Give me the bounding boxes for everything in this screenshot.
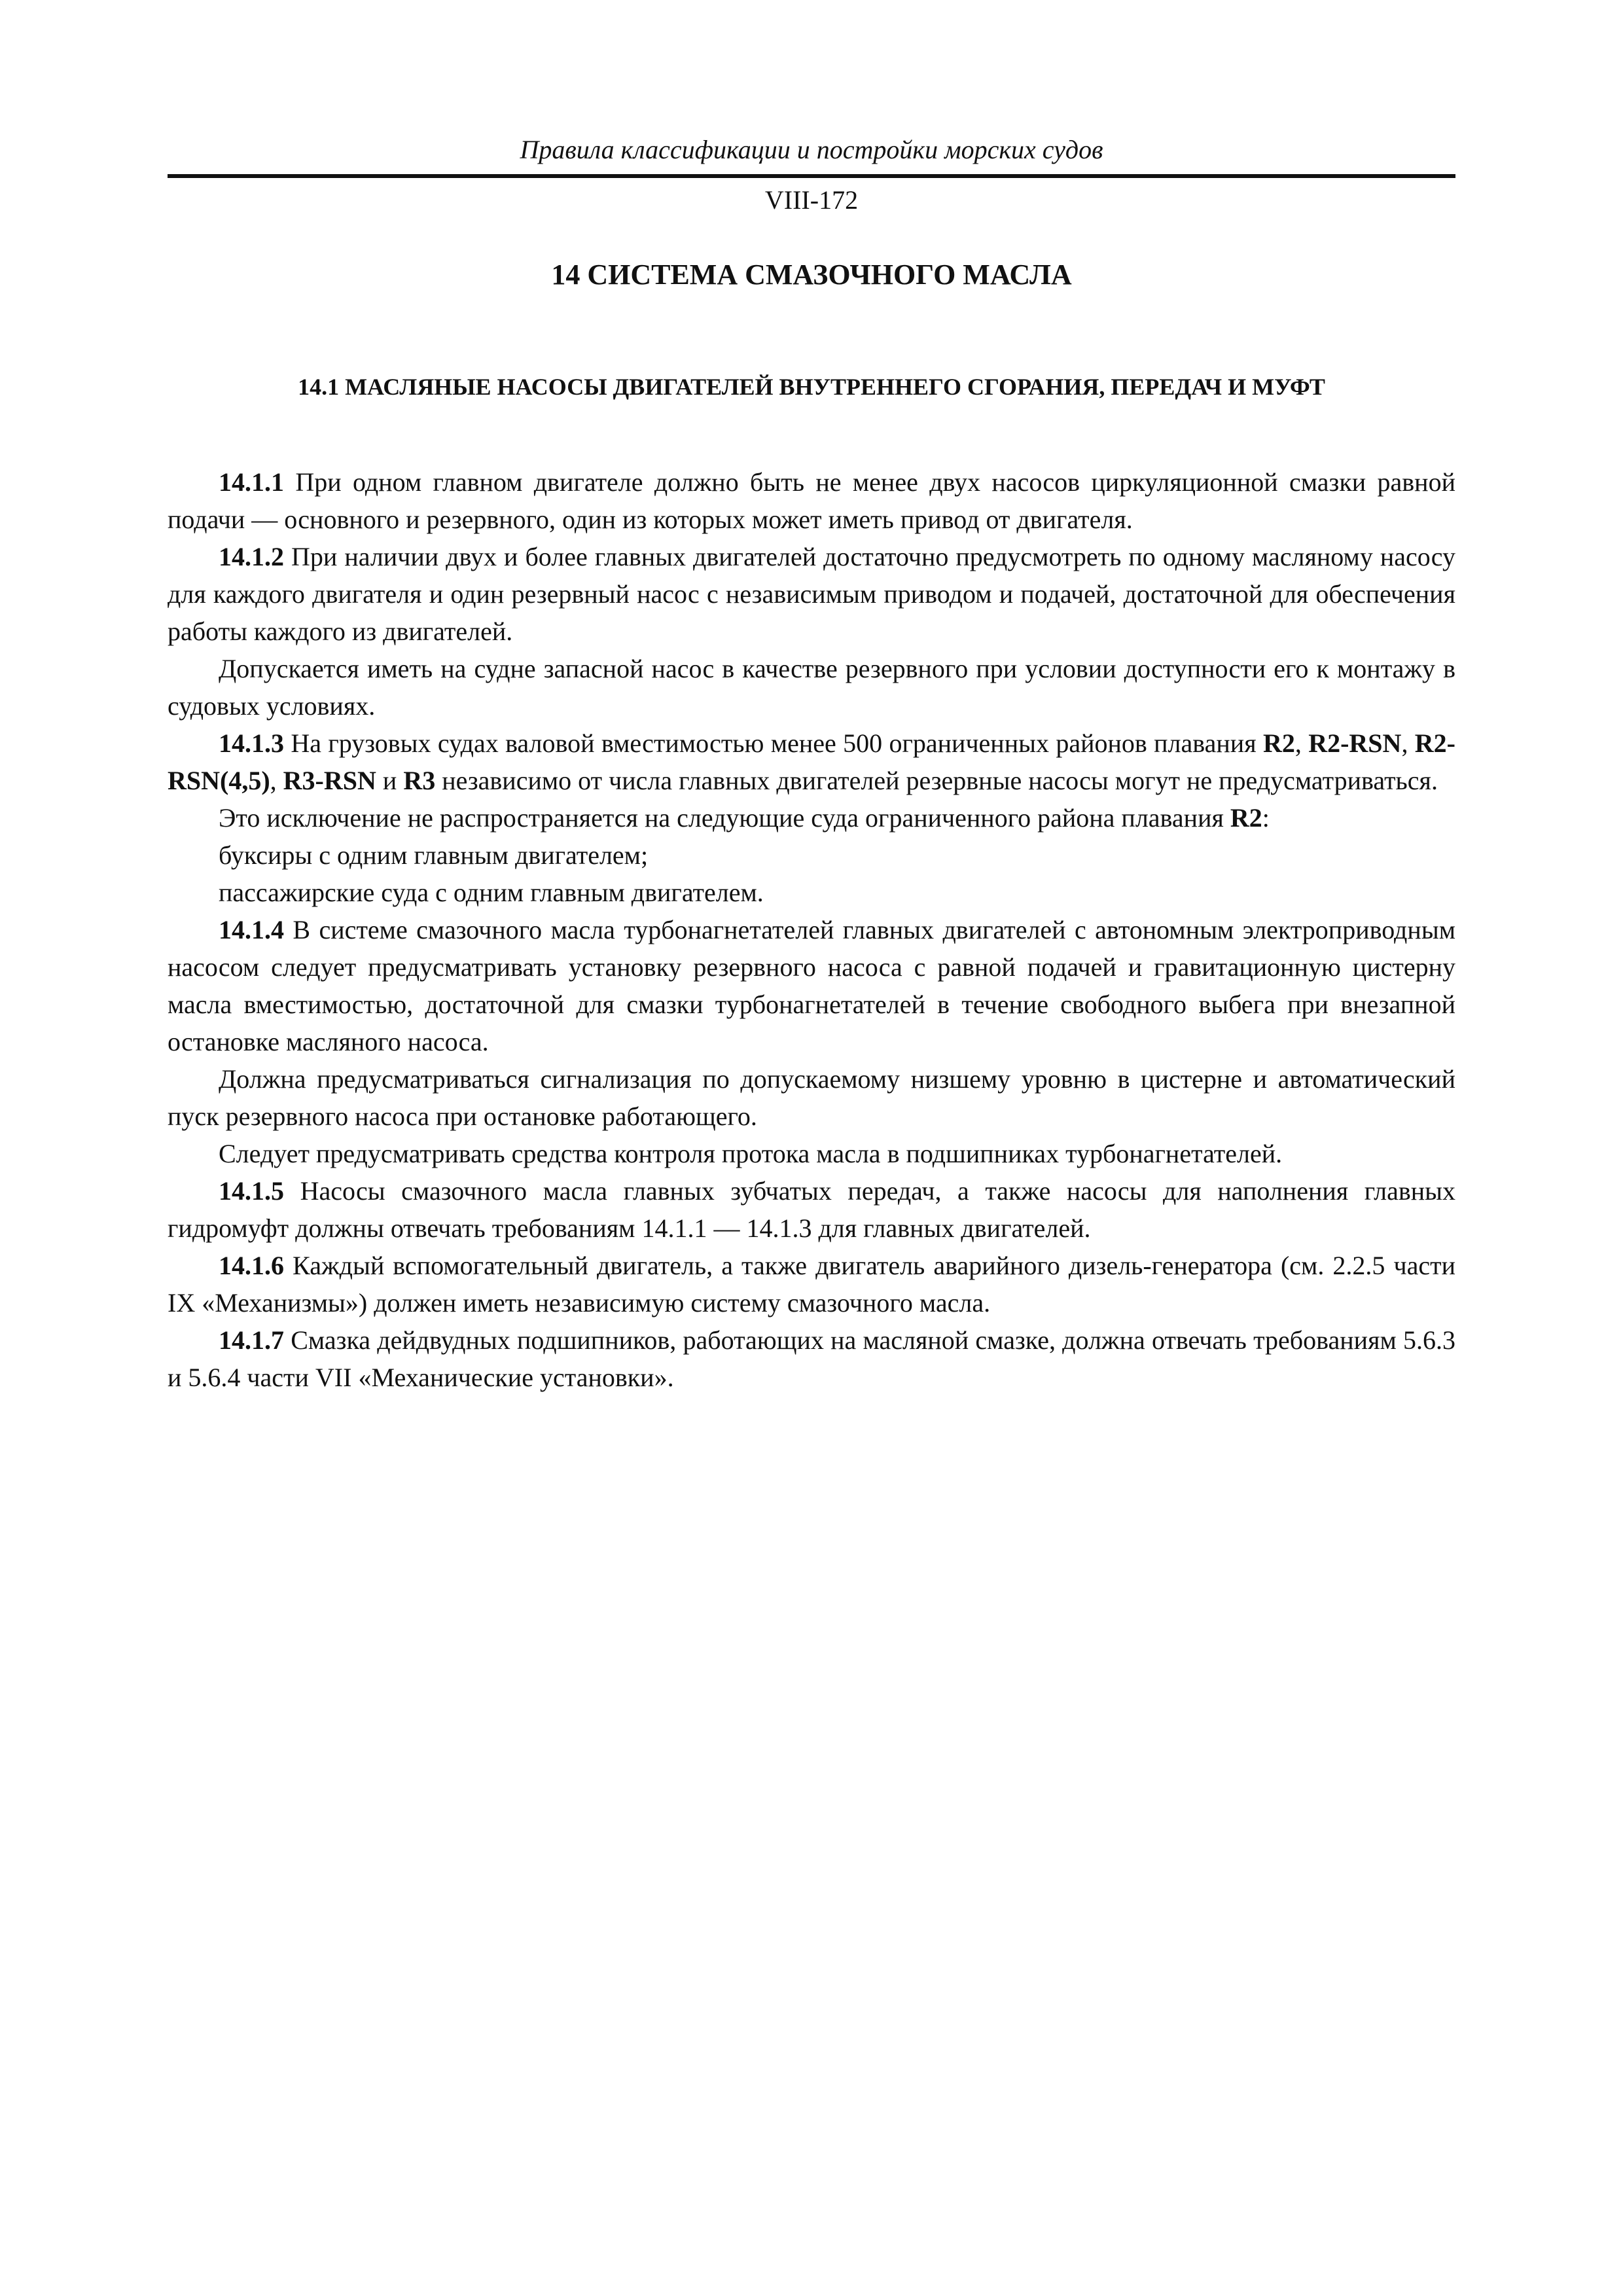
area-notation: R3	[403, 766, 436, 795]
paragraph-text: ,	[270, 766, 283, 795]
paragraph-14-1-7	[168, 1321, 1455, 1396]
paragraph-14-1-5	[168, 1172, 1455, 1247]
paragraph-14-1-4	[168, 911, 1455, 1060]
chapter-title: 14 СИСТЕМА СМАЗОЧНОГО МАСЛА	[551, 259, 1072, 291]
area-notation: R2-RSN(4,5)	[168, 728, 1456, 795]
paragraph-text: В системе смазочного масла турбонагнетателей главных двигателей с автономным электроприводным насосом следует предусматривать установку резервного насоса с равной подачей и гравитационную цистерну масла вместимостью, достаточной для смазки турбонагнетателей в течение свободного выбега при внезапной остановке масляного насоса.	[168, 915, 1455, 1056]
paragraph-14-1-6	[168, 1247, 1455, 1321]
paragraph-text: Должна предусматриваться сигнализация по допускаемому низшему уровню в цистерне и автоматический пуск резервного насоса при остановке работающего.	[168, 1064, 1455, 1131]
list-item-text: буксиры с одним главным двигателем;	[219, 840, 649, 870]
paragraph-alarm	[168, 1060, 1455, 1135]
paragraph-text: ,	[1294, 728, 1309, 758]
clause-number: 14.1.1	[219, 467, 284, 497]
paragraph-text: Следует предусматривать средства контроля протока масла в подшипниках турбонагнетателей.	[219, 1139, 1283, 1168]
paragraph-text: ,	[1401, 728, 1415, 758]
clause-number: 14.1.7	[219, 1325, 284, 1355]
area-notation: R2-RSN	[1308, 728, 1402, 758]
paragraph-text: На грузовых судах валовой вместимостью менее 500 ограниченных районов плавания	[284, 728, 1263, 758]
paragraph-14-1-3	[168, 725, 1455, 799]
section-body	[168, 463, 1455, 1396]
paragraph-text: и	[376, 766, 404, 795]
page-number: VIII-172	[764, 185, 859, 215]
section-title: 14.1 МАСЛЯНЫЕ НАСОСЫ ДВИГАТЕЛЕЙ ВНУТРЕННЕГО СГОРАНИЯ, ПЕРЕДАЧ И МУФТ	[298, 374, 1325, 400]
paragraph-text: При одном главном двигателе должно быть не менее двух насосов циркуляционной смазки равной подачи — основного и резервного, один из которых может иметь привод от двигателя.	[168, 467, 1455, 534]
clause-number: 14.1.4	[219, 915, 284, 944]
area-notation: R2	[1262, 728, 1295, 758]
area-notation: R2	[1230, 803, 1262, 833]
clause-number: 14.1.5	[219, 1176, 284, 1206]
paragraph-text: Каждый вспомогательный двигатель, а также двигатель аварийного дизель-генератора (см. 2.2.5 части IX «Механизмы») должен иметь независимую систему смазочного масла.	[168, 1251, 1455, 1318]
header-rule	[168, 174, 1455, 178]
paragraph-text: При наличии двух и более главных двигателей достаточно предусмотреть по одному масляному насосу для каждого двигателя и один резервный насос с независимым приводом и подачей, достаточной для обеспечения работы каждого из двигателей.	[168, 542, 1455, 646]
paragraph-14-1-2	[168, 538, 1455, 650]
list-item-text: пассажирские суда с одним главным двигателем.	[219, 878, 764, 907]
paragraph-text: независимо от числа главных двигателей резервные насосы могут не предусматриваться.	[435, 766, 1438, 795]
clause-number: 14.1.3	[219, 728, 284, 758]
area-notation: R3-RSN	[283, 766, 376, 795]
paragraph-flow-control	[168, 1135, 1455, 1172]
paragraph-text: Смазка дейдвудных подшипников, работающих на масляной смазке, должна отвечать требованиям 5.6.3 и 5.6.4 части VII «Механические установки».	[168, 1325, 1455, 1392]
clause-number: 14.1.6	[219, 1251, 284, 1280]
paragraph-text: Допускается иметь на судне запасной насос в качестве резервного при условии доступности его к монтажу в судовых условиях.	[168, 654, 1455, 721]
paragraph-text: Это исключение не распространяется на следующие суда ограниченного района плавания	[219, 803, 1230, 833]
paragraph-exception	[168, 799, 1455, 836]
paragraph-text: :	[1262, 803, 1270, 833]
paragraph-text: Насосы смазочного масла главных зубчатых передач, а также насосы для наполнения главных гидромуфт должны отвечать требованиям 14.1.1 — 14.1.3 для главных двигателей.	[168, 1176, 1455, 1243]
clause-number: 14.1.2	[219, 542, 284, 571]
paragraph-14-1-1	[168, 463, 1455, 538]
list-item-tugs	[168, 836, 1455, 874]
paragraph-spare-pump	[168, 650, 1455, 725]
running-header: Правила классификации и постройки морских судов	[520, 135, 1103, 164]
list-item-passenger-ships	[168, 874, 1455, 911]
